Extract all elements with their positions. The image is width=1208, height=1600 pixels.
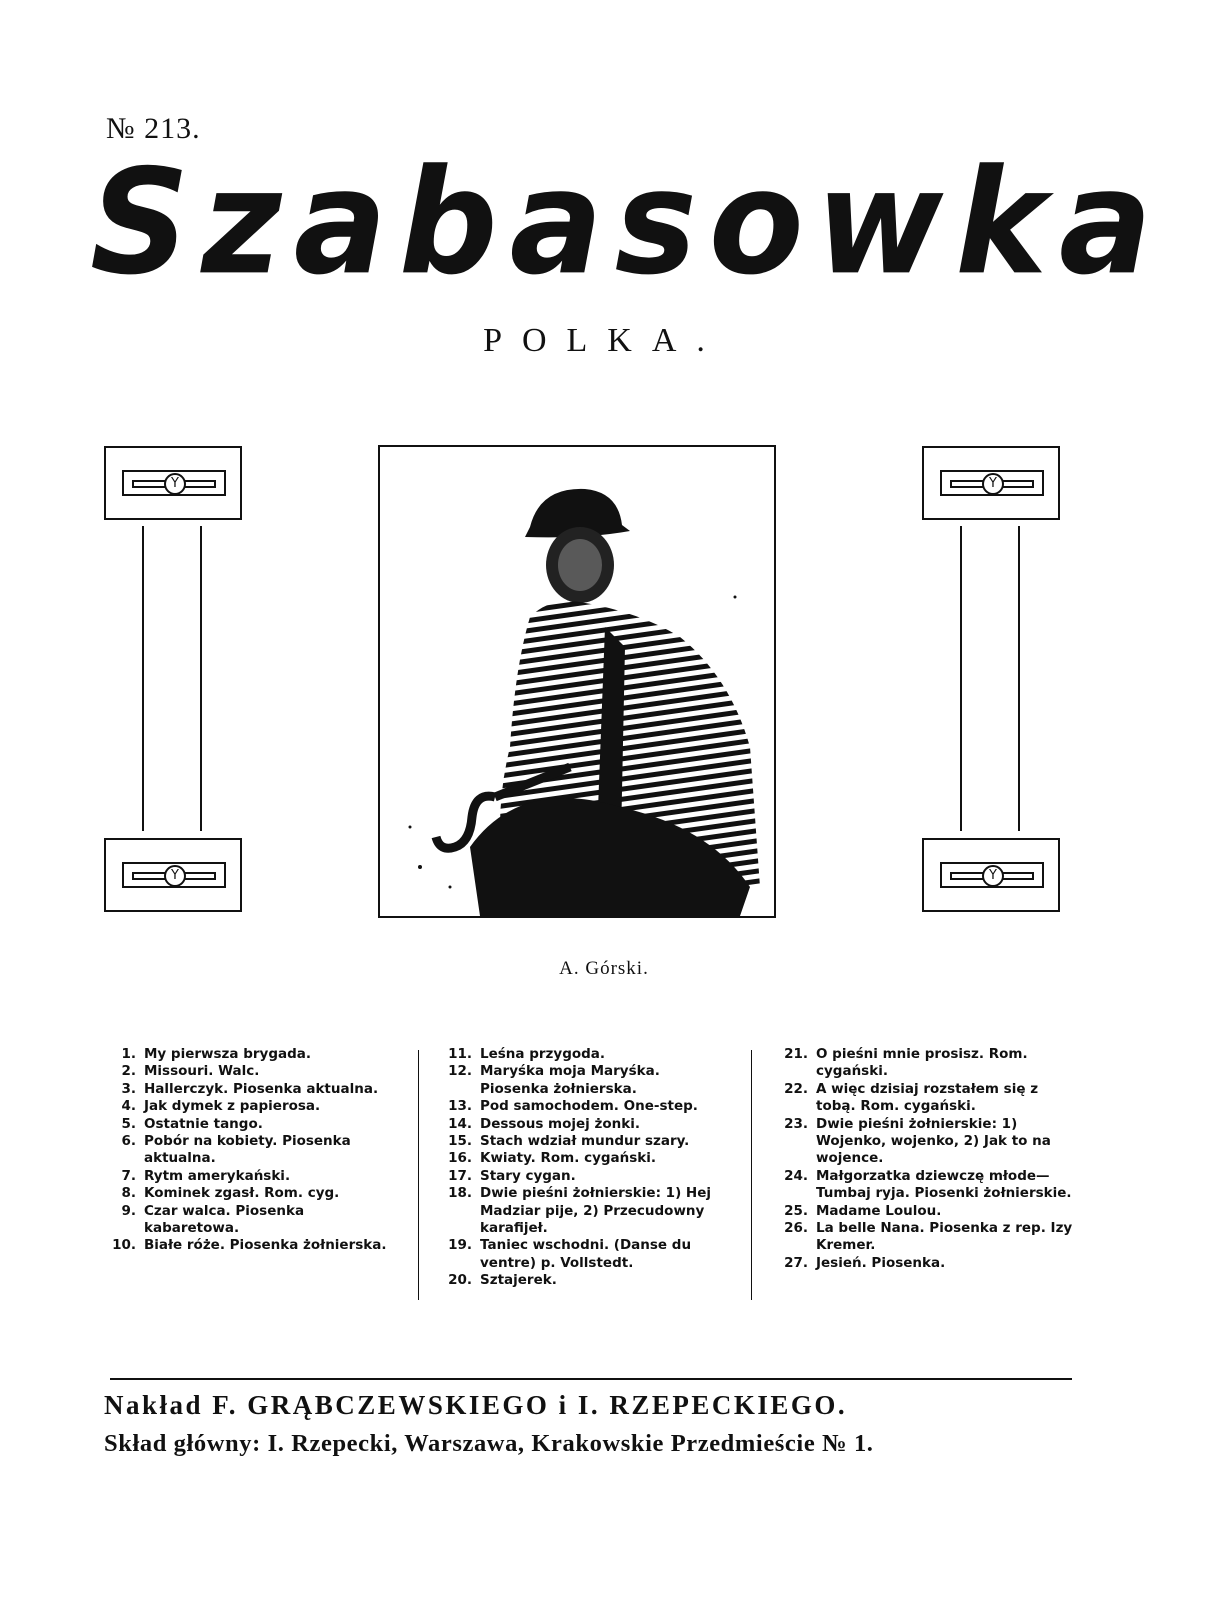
- list-item: [768, 1116, 1074, 1168]
- song-number: 23.: [784, 1115, 808, 1132]
- knot-icon: Y: [982, 473, 1004, 495]
- song-number: 22.: [784, 1080, 808, 1097]
- song-number: 24.: [784, 1167, 808, 1184]
- page-title: Szabasowka: [90, 137, 1165, 307]
- song-number: 16.: [448, 1150, 472, 1167]
- song-number: 2.: [121, 1063, 136, 1080]
- list-item: [96, 1203, 396, 1238]
- list-item: [432, 1063, 732, 1098]
- song-title: Kominek zgasł. Rom. cyg.: [144, 1185, 340, 1202]
- knot-icon: Y: [982, 865, 1004, 887]
- catalog-number: № 213.: [106, 112, 201, 145]
- list-item: [432, 1150, 732, 1167]
- song-number: 1.: [121, 1046, 136, 1062]
- list-item: [96, 1237, 396, 1254]
- song-number: 4.: [121, 1098, 136, 1115]
- list-item: [432, 1168, 732, 1185]
- song-title: Czar walca. Piosenka kabaretowa.: [144, 1202, 305, 1237]
- song-number: 19.: [448, 1237, 472, 1254]
- list-item: [96, 1063, 396, 1080]
- knot-icon: Y: [164, 865, 186, 887]
- song-title: Maryśka moja Maryśka. Piosenka żołnierska.: [480, 1063, 660, 1097]
- list-item: [768, 1046, 1074, 1081]
- song-title: Jak dymek z papierosa.: [144, 1098, 321, 1115]
- list-item: [768, 1255, 1074, 1272]
- song-number: 12.: [448, 1063, 472, 1080]
- song-title: La belle Nana. Piosenka z rep. Izy Kremer.: [816, 1220, 1073, 1254]
- list-item: [96, 1081, 396, 1098]
- column-shaft: [960, 526, 1020, 831]
- song-title: Stary cygan.: [480, 1167, 576, 1184]
- column-divider: [418, 1050, 419, 1300]
- song-title: Pod samochodem. One-step.: [480, 1098, 698, 1115]
- list-item: [432, 1185, 732, 1237]
- list-item: [432, 1046, 732, 1063]
- list-item: [96, 1133, 396, 1168]
- column-base: [922, 838, 1060, 912]
- song-title: My pierwsza brygada.: [144, 1046, 312, 1062]
- list-item: [96, 1116, 396, 1133]
- list-item: [432, 1133, 732, 1150]
- song-title: Stach wdział mundur szary.: [480, 1133, 690, 1150]
- song-title: Leśna przygoda.: [480, 1046, 606, 1062]
- song-number: 15.: [448, 1133, 472, 1150]
- right-column-ornament: [922, 446, 1062, 916]
- song-list-column-3: [768, 1046, 1074, 1272]
- song-title: Małgorzatka dziewczę młode—Tumbaj ryja. Piosenki żołnierskie.: [816, 1167, 1072, 1202]
- subtitle: POLKA.: [483, 322, 725, 359]
- song-number: 14.: [448, 1115, 472, 1132]
- list-item: [768, 1220, 1074, 1255]
- column-base: [104, 838, 242, 912]
- song-title: O pieśni mnie prosisz. Rom. cygański.: [816, 1046, 1028, 1080]
- column-shaft: [142, 526, 202, 831]
- publisher-line: Nakład F. GRĄBCZEWSKIEGO i I. RZEPECKIEGO.: [104, 1390, 848, 1420]
- song-title: Missouri. Walc.: [144, 1063, 260, 1080]
- song-title: Madame Loulou.: [816, 1202, 942, 1219]
- song-title: Ostatnie tango.: [144, 1115, 263, 1132]
- song-number: 6.: [121, 1133, 136, 1150]
- song-number: 21.: [784, 1046, 808, 1062]
- list-item: [768, 1203, 1074, 1220]
- depot-address: Skład główny: I. Rzepecki, Warszawa, Krakowskie Przedmieście № 1.: [104, 1430, 874, 1457]
- footer-divider: [110, 1378, 1072, 1380]
- song-title: Dwie pieśni żołnierskie: 1) Wojenko, wojenko, 2) Jak to na wojence.: [816, 1115, 1051, 1167]
- portrait-figure-icon: [380, 447, 774, 916]
- song-number: 18.: [448, 1185, 472, 1202]
- left-column-ornament: [104, 446, 244, 916]
- song-title: Jesień. Piosenka.: [816, 1254, 946, 1271]
- list-item: [96, 1046, 396, 1063]
- song-title: Rytm amerykański.: [144, 1167, 291, 1184]
- list-item: [96, 1098, 396, 1115]
- song-number: 8.: [121, 1185, 136, 1202]
- song-number: 20.: [448, 1272, 472, 1289]
- list-item: [768, 1168, 1074, 1203]
- list-item: [768, 1081, 1074, 1116]
- song-number: 9.: [121, 1202, 136, 1219]
- song-list-column-2: [432, 1046, 732, 1290]
- song-number: 26.: [784, 1220, 808, 1237]
- song-title: Pobór na kobiety. Piosenka aktualna.: [144, 1133, 351, 1167]
- list-item: [96, 1185, 396, 1202]
- column-capital: [922, 446, 1060, 520]
- song-title: Sztajerek.: [480, 1272, 557, 1289]
- author-name: A. Górski.: [559, 958, 649, 979]
- song-list-column-1: [96, 1046, 396, 1255]
- song-title: Białe róże. Piosenka żołnierska.: [144, 1237, 387, 1254]
- song-title: Kwiaty. Rom. cygański.: [480, 1150, 657, 1167]
- song-number: 27.: [784, 1254, 808, 1271]
- list-item: [96, 1168, 396, 1185]
- song-number: 10.: [112, 1237, 136, 1254]
- list-item: [432, 1272, 732, 1289]
- song-number: 7.: [121, 1167, 136, 1184]
- song-number: 3.: [121, 1080, 136, 1097]
- list-item: [432, 1116, 732, 1133]
- song-title: Taniec wschodni. (Danse du ventre) p. Vollstedt.: [480, 1237, 692, 1271]
- knot-icon: Y: [164, 473, 186, 495]
- column-capital: [104, 446, 242, 520]
- song-title: A więc dzisiaj rozstałem się z tobą. Rom. cygański.: [816, 1080, 1039, 1115]
- portrait-photo: [378, 445, 776, 918]
- song-number: 25.: [784, 1202, 808, 1219]
- song-title: Dessous mojej żonki.: [480, 1115, 640, 1132]
- song-title: Hallerczyk. Piosenka aktualna.: [144, 1080, 379, 1097]
- column-divider: [751, 1050, 752, 1300]
- song-number: 17.: [448, 1167, 472, 1184]
- song-number: 13.: [448, 1098, 472, 1115]
- list-item: [432, 1098, 732, 1115]
- list-item: [432, 1237, 732, 1272]
- song-number: 5.: [121, 1115, 136, 1132]
- song-title: Dwie pieśni żołnierskie: 1) Hej Madziar pije, 2) Przecudowny karafijeł.: [480, 1185, 712, 1237]
- song-number: 11.: [448, 1046, 472, 1062]
